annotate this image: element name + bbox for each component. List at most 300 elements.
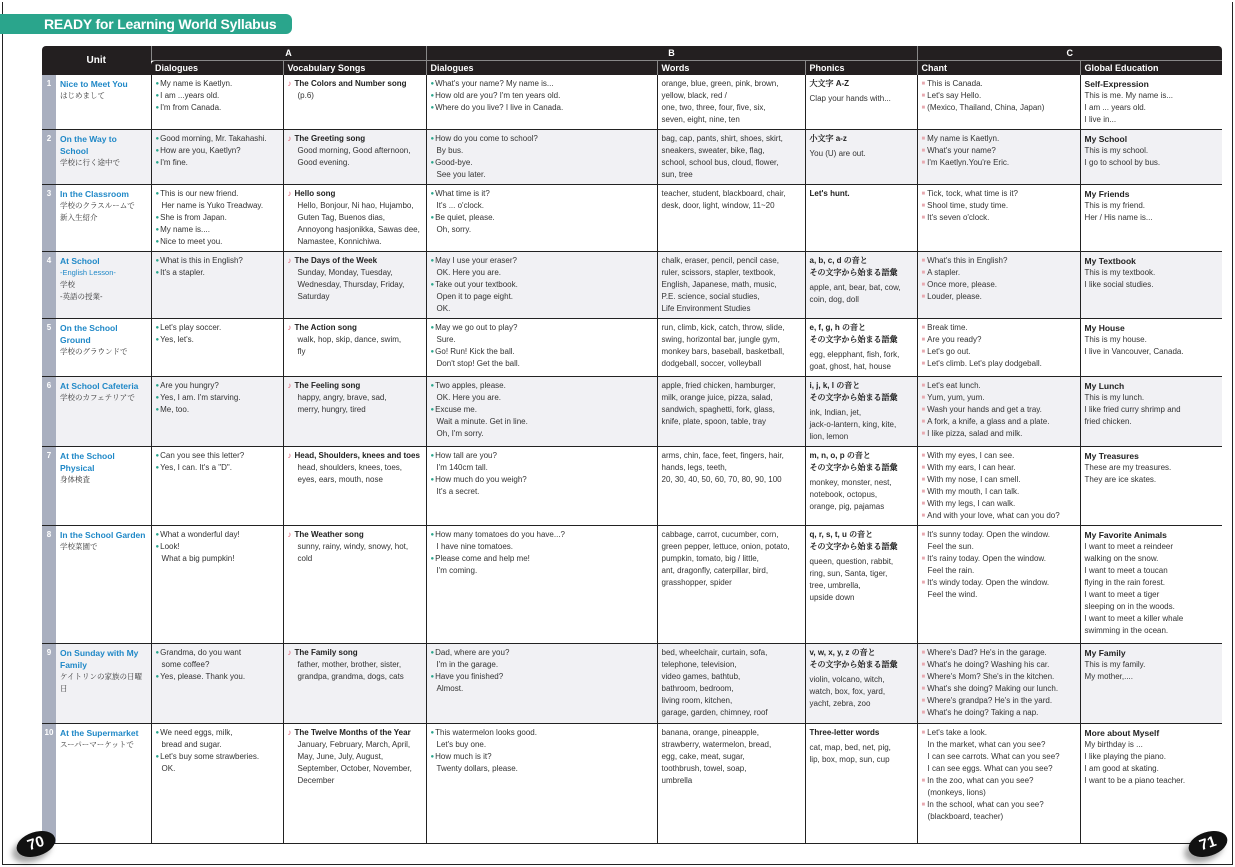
- global-education-line: My mother,....: [1084, 672, 1134, 681]
- unit-number-label: 6: [46, 381, 52, 390]
- unit-number: [42, 130, 56, 185]
- unit-japanese-title: 学校のグラウンドで: [60, 347, 128, 356]
- words-line: strawberry, watermelon, bread,: [661, 740, 772, 749]
- unit-number-label: 3: [46, 189, 52, 198]
- phonics-heading: a, b, c, d の音と: [809, 256, 868, 265]
- phonics-cell: [805, 724, 917, 844]
- unit-cell: [56, 526, 151, 644]
- dialogue-line: OK.: [161, 764, 176, 773]
- chant-line: In the market, what can you see?: [927, 740, 1046, 749]
- global-education-line: sleeping on in the woods.: [1084, 602, 1175, 611]
- words-cell: [657, 252, 805, 319]
- global-education-line: I want to meet a toucan: [1084, 566, 1168, 575]
- dialogue-line: I have nine tomatoes.: [436, 542, 514, 551]
- unit-row: [42, 526, 1222, 644]
- unit-number-label: 7: [46, 451, 52, 460]
- dialogue-line: ● What a wonderful day!: [156, 529, 279, 541]
- words-line: swing, horizontal bar, jungle gym,: [661, 335, 780, 344]
- chant-line: ■ Let's say Hello.: [922, 90, 1076, 102]
- words-line: chalk, eraser, pencil, pencil case,: [661, 256, 779, 265]
- chant-line: ■ Break time.: [922, 322, 1076, 334]
- chant-line: Feel the rain.: [927, 566, 975, 575]
- dialogue-line: ● Yes, please. Thank you.: [156, 671, 279, 683]
- unit-japanese-title: 学校に行く途中で: [60, 158, 120, 167]
- words-line: video games, bathtub,: [661, 672, 741, 681]
- dialogue-line: bread and sugar.: [161, 740, 222, 749]
- dialogue-line: ● How do you come to school?: [431, 133, 653, 145]
- dialogue-line: OK. Here you are.: [436, 268, 501, 277]
- dialogue-line: ● Nice to meet you.: [156, 236, 279, 248]
- chant-line: ■ With my eyes, I can see.: [922, 450, 1076, 462]
- phonics-line: yacht, zebra, zoo: [809, 699, 871, 708]
- phonics-line: egg, elepphant, fish, fork,: [809, 350, 900, 359]
- b-dialogues-cell: [426, 130, 657, 185]
- dialogue-line: OK.: [436, 304, 451, 313]
- global-education-cell: [1080, 319, 1222, 377]
- unit-cell: [56, 319, 151, 377]
- global-education-line: fried chicken.: [1084, 417, 1132, 426]
- dialogue-line: ● How much do you weigh?: [431, 474, 653, 486]
- words-line: garage, garden, chimney, roof: [661, 708, 768, 717]
- a-dialogues-cell: [151, 526, 283, 644]
- words-cell: [657, 377, 805, 447]
- a-dialogues-cell: [151, 644, 283, 724]
- header-words: Words: [657, 61, 805, 76]
- phonics-cell: [805, 447, 917, 526]
- words-cell: [657, 526, 805, 644]
- chant-line: ■ A stapler.: [922, 267, 1076, 279]
- song-title: ♪ The Days of the Week: [288, 255, 422, 267]
- words-cell: [657, 644, 805, 724]
- dialogue-line: ● Take out your textbook.: [431, 279, 653, 291]
- chant-line: ■ It's windy today. Open the window.: [922, 577, 1076, 589]
- words-line: seven, eight, nine, ten: [661, 115, 740, 124]
- unit-number-label: 5: [46, 323, 52, 332]
- unit-title: On the Way to School: [60, 134, 117, 156]
- phonics-heading: その文字から始まる語彙: [809, 542, 898, 551]
- b-dialogues-cell: [426, 252, 657, 319]
- words-line: telephone, television,: [661, 660, 737, 669]
- chant-line: (monkeys, lions): [927, 788, 986, 797]
- global-education-line: I want to be a piano teacher.: [1084, 776, 1186, 785]
- syllabus-table: [42, 46, 1222, 844]
- dialogue-line: Open it to page eight.: [436, 292, 514, 301]
- words-cell: [657, 130, 805, 185]
- vocabulary-song-cell: [283, 377, 426, 447]
- unit-row: [42, 377, 1222, 447]
- dialogue-line: ● Two apples, please.: [431, 380, 653, 392]
- phonics-line: orange, pig, pajamas: [809, 502, 885, 511]
- words-line: knife, plate, spoon, table, tray: [661, 417, 767, 426]
- page-number-left: 70: [13, 826, 58, 861]
- vocabulary-song-cell: [283, 130, 426, 185]
- global-education-line: This is my house.: [1084, 335, 1147, 344]
- chant-line: ■ Where's Mom? She's in the kitchen.: [922, 671, 1076, 683]
- unit-number: [42, 526, 56, 644]
- words-line: one, two, three, four, five, six,: [661, 103, 766, 112]
- words-line: yellow, black, red /: [661, 91, 727, 100]
- phonics-heading: その文字から始まる語彙: [809, 335, 898, 344]
- a-dialogues-cell: [151, 447, 283, 526]
- chant-line: ■ And with your love, what can you do?: [922, 510, 1076, 522]
- unit-cell: [56, 724, 151, 844]
- global-education-line: I want to meet a tiger: [1084, 590, 1160, 599]
- unit-japanese-title: スーパーマーケットで: [60, 740, 134, 749]
- words-cell: [657, 185, 805, 252]
- b-dialogues-cell: [426, 526, 657, 644]
- unit-row: [42, 447, 1222, 526]
- unit-row: [42, 252, 1222, 319]
- vocabulary-song-cell: [283, 185, 426, 252]
- words-cell: [657, 447, 805, 526]
- unit-number-label: 8: [46, 530, 52, 539]
- words-line: bed, wheelchair, curtain, sofa,: [661, 648, 768, 657]
- unit-cell: [56, 75, 151, 130]
- unit-cell: [56, 447, 151, 526]
- b-dialogues-cell: [426, 75, 657, 130]
- global-education-cell: [1080, 526, 1222, 644]
- unit-title: Nice to Meet You: [60, 79, 128, 89]
- global-education-line: This is my family.: [1084, 660, 1146, 669]
- global-education-line: I live in...: [1084, 115, 1117, 124]
- song-lyric-line: Saturday: [297, 292, 330, 301]
- global-education-line: I want to meet a killer whale: [1084, 614, 1184, 623]
- song-lyric-line: Sunday, Monday, Tuesday,: [297, 268, 393, 277]
- dialogue-line: ● Yes, I am. I'm starving.: [156, 392, 279, 404]
- chant-line: ■ It's seven o'clock.: [922, 212, 1076, 224]
- phonics-cell: [805, 252, 917, 319]
- chant-line: ■ Let's climb. Let's play dodgeball.: [922, 358, 1076, 370]
- unit-row: [42, 185, 1222, 252]
- chant-line: ■ Shool time, study time.: [922, 200, 1076, 212]
- global-education-heading: More about Myself: [1084, 728, 1160, 738]
- dialogue-line: ● She is from Japan.: [156, 212, 279, 224]
- unit-title: In the Classroom: [60, 189, 129, 199]
- a-dialogues-cell: [151, 377, 283, 447]
- song-title: ♪ The Feeling song: [288, 380, 422, 392]
- global-education-line: I like fried curry shrimp and: [1084, 405, 1181, 414]
- dialogue-line: ● Can you see this letter?: [156, 450, 279, 462]
- unit-number-label: 2: [46, 134, 52, 143]
- dialogue-line: Let's buy one.: [436, 740, 487, 749]
- phonics-heading: e, f, g, h の音と: [809, 323, 866, 332]
- unit-row: [42, 319, 1222, 377]
- words-line: dodgeball, soccer, volleyball: [661, 359, 762, 368]
- unit-japanese-title: 学校のカフェテリアで: [60, 393, 135, 402]
- chant-line: ■ A fork, a knife, a glass and a plate.: [922, 416, 1076, 428]
- song-title: ♪ The Greeting song: [288, 133, 422, 145]
- global-education-heading: My House: [1084, 323, 1125, 333]
- vocabulary-song-cell: [283, 447, 426, 526]
- words-line: living room, kitchen,: [661, 696, 733, 705]
- header-group-b: B: [426, 46, 917, 61]
- global-education-cell: [1080, 130, 1222, 185]
- dialogue-line: ● Excuse me.: [431, 404, 653, 416]
- dialogue-line: ● Dad, where are you?: [431, 647, 653, 659]
- global-education-line: This is me. My name is...: [1084, 91, 1174, 100]
- a-dialogues-cell: [151, 130, 283, 185]
- words-line: arms, chin, face, feet, fingers, hair,: [661, 451, 784, 460]
- dialogue-line: Wait a minute. Get in line.: [436, 417, 528, 426]
- unit-title: In the School Garden: [60, 530, 146, 540]
- song-lyric-line: September, October, November,: [297, 764, 412, 773]
- unit-title: On Sunday with My Family: [60, 648, 139, 670]
- phonics-heading: その文字から始まる語彙: [809, 268, 898, 277]
- phonics-heading: Let's hunt.: [809, 189, 850, 198]
- vocabulary-song-cell: [283, 319, 426, 377]
- phonics-heading: Three-letter words: [809, 728, 880, 737]
- unit-title: At the Supermarket: [60, 728, 139, 738]
- header-group-c: C: [917, 46, 1222, 61]
- chant-line: ■ What's he doing? Washing his car.: [922, 659, 1076, 671]
- header-phonics: Phonics: [805, 61, 917, 76]
- global-education-heading: My Lunch: [1084, 381, 1125, 391]
- chant-line: ■ Tick, tock, what time is it?: [922, 188, 1076, 200]
- dialogue-line: OK. Here you are.: [436, 393, 501, 402]
- unit-number: [42, 75, 56, 130]
- global-education-cell: [1080, 644, 1222, 724]
- dialogue-line: It's ... o'clock.: [436, 201, 485, 210]
- phonics-heading: その文字から始まる語彙: [809, 463, 898, 472]
- words-line: apple, fried chicken, hamburger,: [661, 381, 776, 390]
- global-education-heading: Self-Expression: [1084, 79, 1149, 89]
- global-education-line: I like playing the piano.: [1084, 752, 1166, 761]
- dialogue-line: ● Be quiet, please.: [431, 212, 653, 224]
- header-unit: Unit: [42, 46, 151, 75]
- words-line: banana, orange, pineapple,: [661, 728, 759, 737]
- global-education-line: This is my textbook.: [1084, 268, 1156, 277]
- unit-title: At School: [60, 256, 100, 266]
- header-column-row: [42, 61, 1222, 76]
- phonics-line: cat, map, bed, net, pig,: [809, 743, 891, 752]
- words-line: ant, dragonfly, caterpillar, bird,: [661, 566, 769, 575]
- phonics-heading: i, j, k, l の音と: [809, 381, 861, 390]
- chant-line: ■ Let's go out.: [922, 346, 1076, 358]
- words-line: pumpkin, tomato, big / little,: [661, 554, 759, 563]
- global-education-line: This is my school.: [1084, 146, 1149, 155]
- dialogue-line: ● What's your name? My name is...: [431, 78, 653, 90]
- unit-japanese-title: 学校: [60, 280, 75, 289]
- song-lyric-line: grandpa, grandma, dogs, cats: [297, 672, 404, 681]
- dialogue-line: Sure.: [436, 335, 456, 344]
- dialogue-line: ● May I use your eraser?: [431, 255, 653, 267]
- global-education-cell: [1080, 75, 1222, 130]
- unit-number: [42, 447, 56, 526]
- phonics-cell: [805, 185, 917, 252]
- dialogue-line: ● How much is it?: [431, 751, 653, 763]
- unit-title: On the School Ground: [60, 323, 118, 345]
- b-dialogues-cell: [426, 644, 657, 724]
- song-title: ♪ Head, Shoulders, knees and toes: [288, 450, 422, 462]
- header-a-dialogues: Dialogues: [151, 61, 283, 76]
- a-dialogues-cell: [151, 75, 283, 130]
- phonics-line: notebook, octopus,: [809, 490, 878, 499]
- words-line: orange, blue, green, pink, brown,: [661, 79, 779, 88]
- chant-line: ■ Louder, please.: [922, 291, 1076, 303]
- dialogue-line: Oh, I'm sorry.: [436, 429, 484, 438]
- words-cell: [657, 319, 805, 377]
- phonics-line: lip, box, mop, sun, cup: [809, 755, 890, 764]
- dialogue-line: ● Let's play soccer.: [156, 322, 279, 334]
- song-lyric-line: Namastee, Konnichiwa.: [297, 237, 382, 246]
- unit-cell: [56, 377, 151, 447]
- chant-cell: [917, 75, 1080, 130]
- header-group-row: [42, 46, 1222, 61]
- unit-number-label: 4: [46, 256, 52, 265]
- unit-number: [42, 319, 56, 377]
- chant-line: ■ With my nose, I can smell.: [922, 474, 1076, 486]
- dialogue-line: ● Look!: [156, 541, 279, 553]
- chant-line: ■ With my legs, I can walk.: [922, 498, 1076, 510]
- global-education-line: I am good at skating.: [1084, 764, 1159, 773]
- dialogue-line: ● Yes, let's.: [156, 334, 279, 346]
- vocabulary-song-cell: [283, 724, 426, 844]
- a-dialogues-cell: [151, 724, 283, 844]
- phonics-cell: [805, 130, 917, 185]
- unit-number-label: 10: [44, 728, 54, 737]
- chant-cell: [917, 252, 1080, 319]
- words-line: toothbrush, towel, soap,: [661, 764, 747, 773]
- dialogue-line: ● Please come and help me!: [431, 553, 653, 565]
- unit-japanese-title: ケイトリンの家族の日曜日: [60, 672, 142, 693]
- b-dialogues-cell: [426, 319, 657, 377]
- global-education-line: flying in the rain forest.: [1084, 578, 1166, 587]
- chant-line: ■ Once more, please.: [922, 279, 1076, 291]
- unit-japanese-title: 新入生紹介: [60, 213, 98, 222]
- words-line: ruler, scissors, stapler, textbook,: [661, 268, 776, 277]
- dialogue-line: ● How tall are you?: [431, 450, 653, 462]
- words-line: sneakers, sweater, bike, flag,: [661, 146, 765, 155]
- vocabulary-song-cell: [283, 644, 426, 724]
- phonics-cell: [805, 75, 917, 130]
- chant-line: I can see carrots. What can you see?: [927, 752, 1060, 761]
- phonics-cell: [805, 526, 917, 644]
- dialogue-line: Twenty dollars, please.: [436, 764, 518, 773]
- song-lyric-line: Wednesday, Thursday, Friday,: [297, 280, 405, 289]
- dialogue-line: ● What is this in English?: [156, 255, 279, 267]
- unit-number: [42, 252, 56, 319]
- dialogue-line: ● My name is Kaetlyn.: [156, 78, 279, 90]
- chant-line: Feel the wind.: [927, 590, 978, 599]
- global-education-line: Her / His name is...: [1084, 213, 1153, 222]
- words-line: Life Environment Studies: [661, 304, 751, 313]
- song-lyric-line: Hello, Bonjour, Ni hao, Hujambo,: [297, 201, 414, 210]
- dialogue-line: ● Yes, I can. It's a "D".: [156, 462, 279, 474]
- words-line: sandwich, spaghetti, fork, glass,: [661, 405, 775, 414]
- dialogue-line: ● Let's buy some strawberies.: [156, 751, 279, 763]
- global-education-line: These are my treasures.: [1084, 463, 1172, 472]
- dialogue-line: Almost.: [436, 684, 464, 693]
- dialogue-line: ● Have you finished?: [431, 671, 653, 683]
- global-education-line: I like social studies.: [1084, 280, 1154, 289]
- song-title: ♪ The Colors and Number song: [288, 78, 422, 90]
- song-lyric-line: head, shoulders, knees, toes,: [297, 463, 403, 472]
- global-education-cell: [1080, 377, 1222, 447]
- dialogue-line: ● May we go out to play?: [431, 322, 653, 334]
- words-line: sun, tree: [661, 170, 693, 179]
- phonics-line: violin, volcano, witch,: [809, 675, 885, 684]
- dialogue-line: What a big pumpkin!: [161, 554, 235, 563]
- words-line: umbrella: [661, 776, 693, 785]
- global-education-line: I live in Vancouver, Canada.: [1084, 347, 1184, 356]
- phonics-heading: その文字から始まる語彙: [809, 660, 898, 669]
- song-lyric-line: Guten Tag, Buenos dias,: [297, 213, 385, 222]
- dialogue-line: See you later.: [436, 170, 486, 179]
- global-education-line: swimming in the ocean.: [1084, 626, 1169, 635]
- page-number-right: 71: [1185, 826, 1230, 861]
- phonics-line: coin, dog, doll: [809, 295, 859, 304]
- chant-line: ■ Let's eat lunch.: [922, 380, 1076, 392]
- words-cell: [657, 75, 805, 130]
- phonics-line: Clap your hands with...: [809, 94, 891, 103]
- global-education-line: I go to school by bus.: [1084, 158, 1161, 167]
- global-education-heading: My Favorite Animals: [1084, 530, 1167, 540]
- unit-japanese-title: 学校菜園で: [60, 542, 98, 551]
- vocabulary-song-cell: [283, 252, 426, 319]
- phonics-heading: その文字から始まる語彙: [809, 393, 898, 402]
- chant-cell: [917, 185, 1080, 252]
- song-title: ♪ The Weather song: [288, 529, 422, 541]
- unit-number-label: 9: [46, 648, 52, 657]
- words-line: grasshopper, spider: [661, 578, 732, 587]
- global-education-line: This is my lunch.: [1084, 393, 1145, 402]
- chant-line: ■ I'm Kaetlyn.You're Eric.: [922, 157, 1076, 169]
- unit-number: [42, 185, 56, 252]
- header-b-dialogues: Dialogues: [426, 61, 657, 76]
- global-education-heading: My School: [1084, 134, 1128, 144]
- dialogue-line: ● Good morning, Mr. Takahashi.: [156, 133, 279, 145]
- global-education-line: walking on the snow.: [1084, 554, 1159, 563]
- dialogue-line: ● Me, too.: [156, 404, 279, 416]
- dialogue-line: ● How many tomatoes do you have...?: [431, 529, 653, 541]
- a-dialogues-cell: [151, 185, 283, 252]
- phonics-cell: [805, 644, 917, 724]
- chant-line: ■ Wash your hands and get a tray.: [922, 404, 1076, 416]
- unit-japanese-title: -英語の授業-: [60, 292, 103, 301]
- phonics-line: tree, umbrella,: [809, 581, 861, 590]
- chant-line: ■ What's he doing? Taking a nap.: [922, 707, 1076, 719]
- dialogue-line: ● I'm from Canada.: [156, 102, 279, 114]
- a-dialogues-cell: [151, 252, 283, 319]
- chant-cell: [917, 526, 1080, 644]
- global-education-line: They are ice skates.: [1084, 475, 1157, 484]
- song-lyric-line: father, mother, brother, sister,: [297, 660, 402, 669]
- chant-line: ■ In the zoo, what can you see?: [922, 775, 1076, 787]
- song-lyric-line: Good morning, Good afternoon,: [297, 146, 411, 155]
- unit-number-label: 1: [46, 79, 52, 88]
- words-line: green pepper, lettuce, onion, potato,: [661, 542, 790, 551]
- phonics-heading: 小文字 a-z: [809, 134, 847, 143]
- words-line: bathroom, bedroom,: [661, 684, 734, 693]
- song-lyric-line: cold: [297, 554, 313, 563]
- song-lyric-line: sunny, rainy, windy, snowy, hot,: [297, 542, 409, 551]
- unit-row: [42, 130, 1222, 185]
- unit-number: [42, 377, 56, 447]
- global-education-heading: My Treasures: [1084, 451, 1139, 461]
- unit-row: [42, 644, 1222, 724]
- global-education-cell: [1080, 724, 1222, 844]
- chant-line: ■ What's your name?: [922, 145, 1076, 157]
- chant-cell: [917, 319, 1080, 377]
- vocabulary-song-cell: [283, 75, 426, 130]
- dialogue-line: ● This is our new friend.: [156, 188, 279, 200]
- phonics-cell: [805, 377, 917, 447]
- song-title: ♪ The Twelve Months of the Year: [288, 727, 422, 739]
- chant-cell: [917, 644, 1080, 724]
- chant-line: ■ (Mexico, Thailand, China, Japan): [922, 102, 1076, 114]
- dialogue-line: I'm in the garage.: [436, 660, 499, 669]
- song-lyric-line: Good evening.: [297, 158, 350, 167]
